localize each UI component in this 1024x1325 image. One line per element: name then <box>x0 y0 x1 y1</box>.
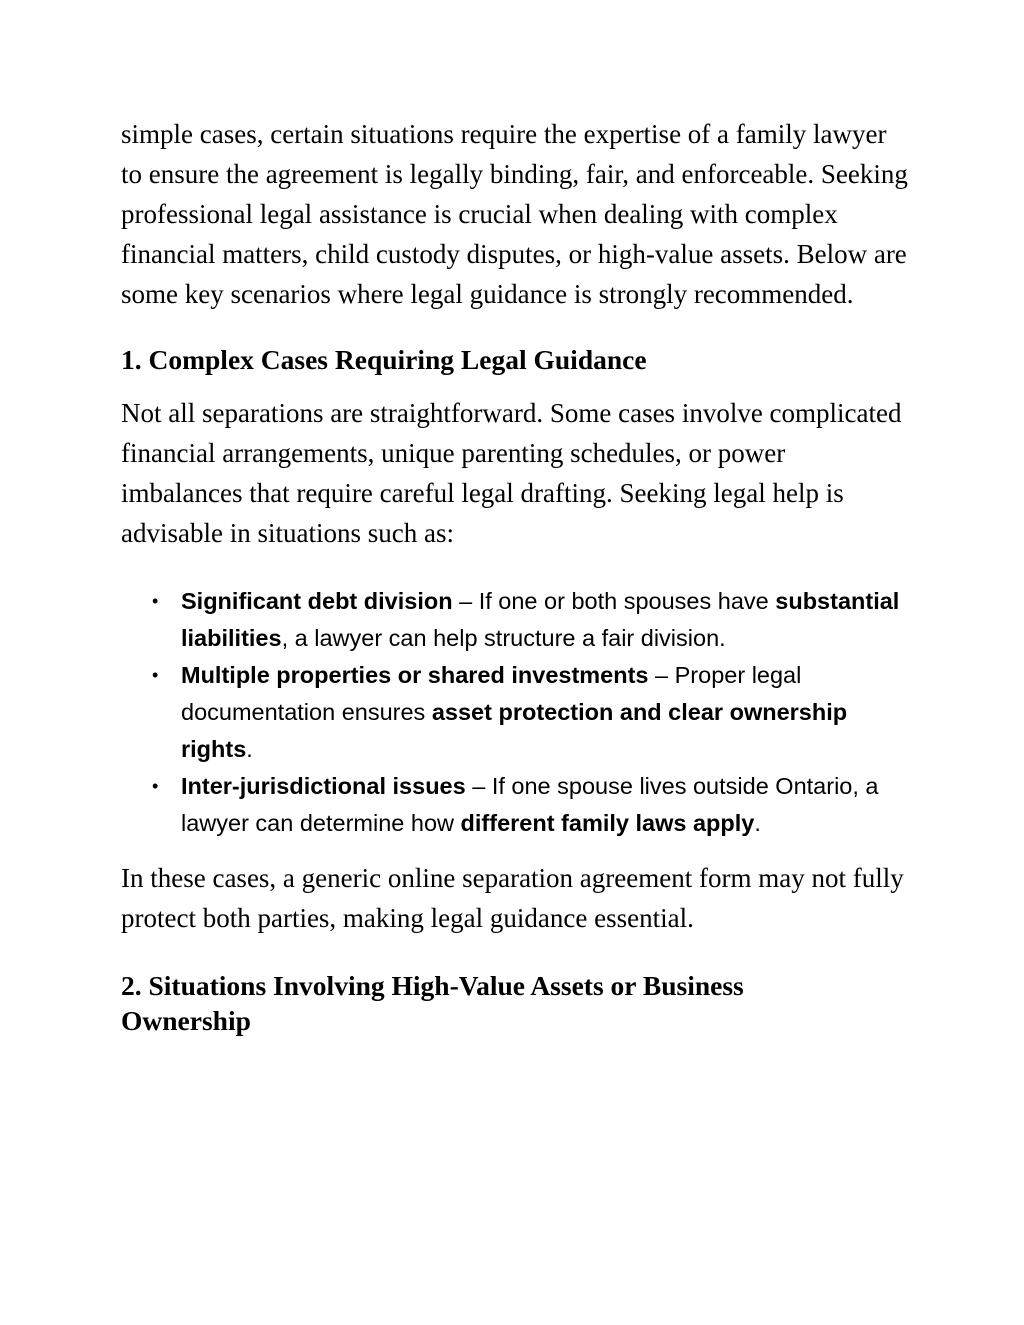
section-1-closing-paragraph: In these cases, a generic online separation agreement form may not fully protect both parties, making legal guidance essential. <box>121 863 904 933</box>
document-page <box>121 114 911 1038</box>
list-item <box>121 583 911 657</box>
bullet-title: Multiple properties or shared investments <box>181 662 649 688</box>
intro-paragraph: simple cases, certain situations require the expertise of a family lawyer to ensure the agreement is legally binding, fair, and enforceable. Seeking professional legal assistance is crucial when dealing with complex financial matters, child custody disputes, or high-value assets. Below are some key scenarios where legal guidance is strongly recommended. <box>121 119 908 309</box>
bullet-text: – If one spouse lives outside Ontario, a lawyer can determine how <box>181 773 879 836</box>
bullet-icon: • <box>152 776 159 796</box>
list-item <box>121 657 911 768</box>
bullet-text: . <box>246 736 253 762</box>
bullet-emphasis: different family laws apply <box>460 810 755 836</box>
section-1-paragraph: Not all separations are straightforward. Some cases involve complicated financial arrangements, unique parenting schedules, or power imbalances that require careful legal drafting. Seeking legal help is advisable in situations such as: <box>121 398 902 548</box>
bullet-emphasis: asset protection and clear ownership rights <box>181 699 848 762</box>
bullet-text: , a lawyer can help structure a fair division. <box>281 625 726 651</box>
bullet-icon: • <box>152 591 159 611</box>
bullet-text: – If one or both spouses have <box>452 588 776 614</box>
bullet-icon: • <box>152 665 159 685</box>
bullet-emphasis: substantial liabilities <box>181 588 900 651</box>
bullet-title: Inter-jurisdictional issues <box>181 773 466 799</box>
bullet-title: Significant debt division <box>181 588 453 614</box>
scenario-bullet-list <box>121 583 911 842</box>
bullet-text: . <box>754 810 761 836</box>
bullet-text: – Proper legal documentation ensures <box>181 662 802 725</box>
list-item <box>121 768 911 842</box>
section-2-heading: 2. Situations Involving High-Value Assets or Business Ownership <box>121 970 744 1036</box>
section-1-heading: 1. Complex Cases Requiring Legal Guidance <box>121 344 647 375</box>
